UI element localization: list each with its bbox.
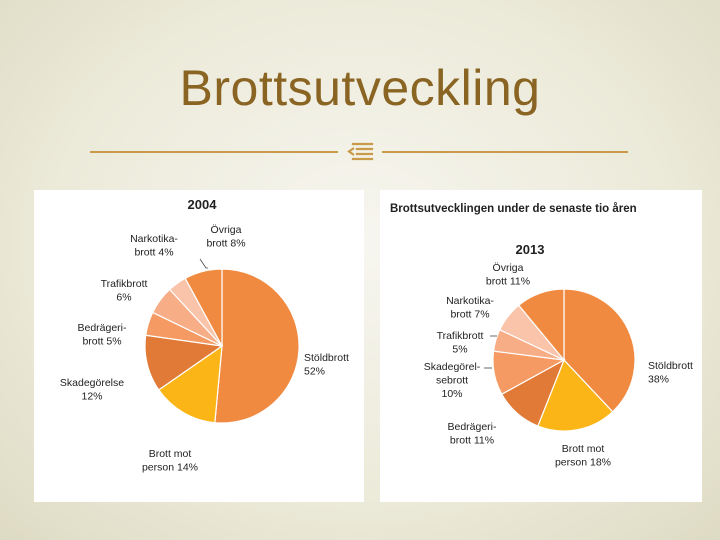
title-rule-right: [382, 151, 628, 153]
chart-title: 2004: [187, 197, 217, 212]
leader-line: [200, 259, 208, 268]
slice-label-narkotika-brott: Narkotika-brott 7%: [446, 295, 494, 321]
slice-label-skadegorel-sebrott: Skadegörel-sebrott 10%: [423, 361, 481, 400]
pie-chart-2013: [380, 190, 702, 502]
pie-chart-2004: [34, 190, 364, 502]
slide-title: Brottsutveckling: [179, 60, 541, 116]
slice-label-narkotika-brott: Narkotika-brott 4%: [130, 233, 178, 259]
slide-outline-icon: [346, 140, 374, 164]
chart-panel-2013: [380, 190, 702, 502]
chart-title: 2013: [515, 242, 545, 257]
chart-heading: Brottsutvecklingen under de senaste tio åren: [390, 203, 637, 215]
slice-label-brott-mot-person: Brott mot person 14%: [141, 448, 199, 474]
slice-label-bedrageri-brott: Bedrägeri-brott 5%: [77, 322, 127, 348]
pie-slice-stoldbrott: [215, 269, 299, 423]
slice-label-brott-mot-person: Brott mot person 18%: [554, 443, 612, 469]
slice-label-skadegorelse: Skadegörelse 12%: [59, 377, 125, 403]
slice-label-ovriga-brott: Övriga brott 8%: [206, 224, 246, 250]
slice-label-stoldbrott: Stöldbrott 52%: [304, 352, 349, 378]
slice-label-trafikbrott: Trafikbrott 6%: [100, 278, 148, 304]
slice-label-bedrageri-brott: Bedrägeri-brott 11%: [447, 421, 497, 447]
slice-label-ovriga-brott: Övriga brott 11%: [485, 262, 531, 288]
slice-label-stoldbrott: Stöldbrott 38%: [648, 360, 693, 386]
chart-panel-2004: [34, 190, 364, 502]
title-rule-left: [90, 151, 338, 153]
slice-label-trafikbrott: Trafikbrott 5%: [436, 330, 484, 356]
